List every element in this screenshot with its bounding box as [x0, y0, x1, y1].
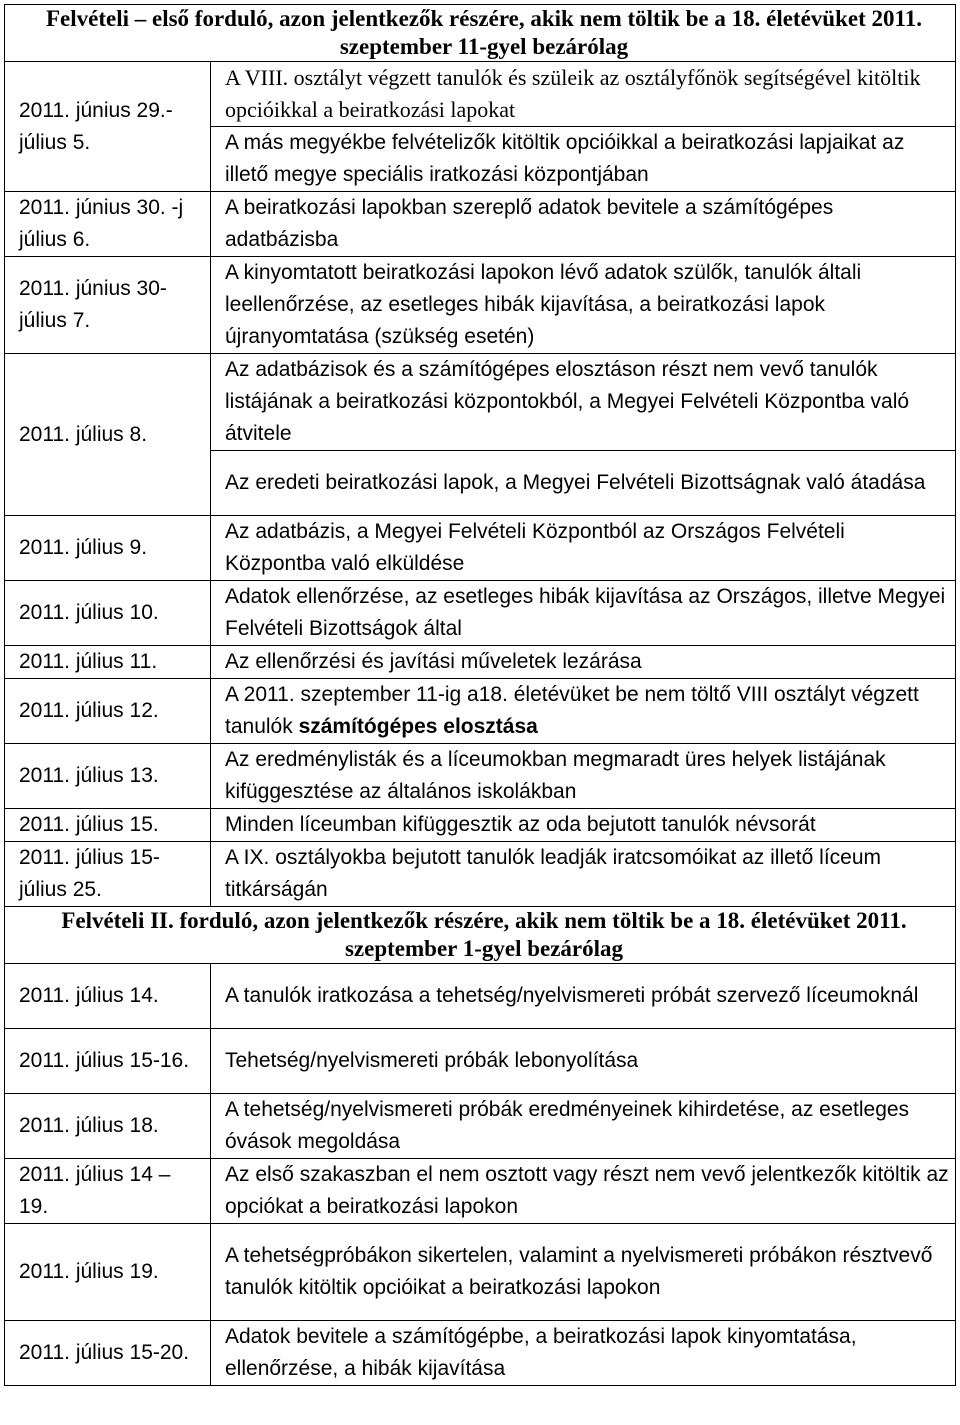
task-cell: A VIII. osztályt végzett tanulók és szüleik az osztályfőnök segítségével kitöltik opcióikkal a beiratkozási lapokat: [211, 62, 956, 127]
date-cell: 2011. június 30-július 7.: [5, 257, 211, 354]
date-cell: 2011. július 9.: [5, 516, 211, 581]
task-cell: Adatok bevitele a számítógépbe, a beiratkozási lapok kinyomtatása, ellenőrzése, a hibák kijavítása: [211, 1321, 956, 1386]
section1-header-row: [5, 5, 956, 62]
date-cell: 2011. július 15-16.: [5, 1029, 211, 1094]
date-cell: 2011. július 18.: [5, 1094, 211, 1159]
table-row: [5, 842, 956, 907]
table-row: [5, 1224, 956, 1321]
date-cell: 2011. július 15.: [5, 809, 211, 842]
date-cell: 2011. július 11.: [5, 646, 211, 679]
task-cell: Az eredménylisták és a líceumokban megmaradt üres helyek listájának kifüggesztése az általános iskolákban: [211, 744, 956, 809]
task-cell: A tehetség/nyelvismereti próbák eredményeinek kihirdetése, az esetleges óvások megoldása: [211, 1094, 956, 1159]
date-cell: 2011. július 10.: [5, 581, 211, 646]
task-cell: A beiratkozási lapokban szereplő adatok bevitele a számítógépes adatbázisba: [211, 192, 956, 257]
table-row: [5, 1159, 956, 1224]
date-cell: 2011. július 19.: [5, 1224, 211, 1321]
task-emphasis: számítógépes elosztása: [298, 715, 538, 738]
date-cell: 2011. július 15-július 25.: [5, 842, 211, 907]
date-cell: 2011. július 14.: [5, 964, 211, 1029]
table-row: [5, 516, 956, 581]
date-cell: 2011. július 8.: [5, 354, 211, 516]
section2-header: Felvételi II. forduló, azon jelentkezők részére, akik nem töltik be a 18. életévüket 2011. szeptember 1-gyel bezárólag: [5, 907, 956, 964]
table-row: [5, 1094, 956, 1159]
admission-schedule-table: [4, 4, 956, 1386]
table-row: [5, 257, 956, 354]
table-row: [5, 62, 956, 127]
table-row: [5, 964, 956, 1029]
task-cell: Az első szakaszban el nem osztott vagy részt nem vevő jelentkezők kitöltik az opciókat a beiratkozási lapokon: [211, 1159, 956, 1224]
table-row: [5, 646, 956, 679]
date-cell: 2011. június 30. -j július 6.: [5, 192, 211, 257]
task-cell: A tanulók iratkozása a tehetség/nyelvismereti próbát szervező líceumoknál: [211, 964, 956, 1029]
task-cell: Az ellenőrzési és javítási műveletek lezárása: [211, 646, 956, 679]
table-row: [5, 1321, 956, 1386]
table-row: [5, 1029, 956, 1094]
table-row: [5, 679, 956, 744]
date-cell: 2011. július 15-20.: [5, 1321, 211, 1386]
task-cell: Az eredeti beiratkozási lapok, a Megyei Felvételi Bizottságnak való átadása: [211, 451, 956, 516]
task-cell: Minden líceumban kifüggesztik az oda bejutott tanulók névsorát: [211, 809, 956, 842]
task-cell: Tehetség/nyelvismereti próbák lebonyolítása: [211, 1029, 956, 1094]
task-text: A 2011. szeptember 11-ig a18. életévüket be nem töltő VIII osztályt végzett tanulók: [225, 683, 919, 738]
task-cell: A más megyékbe felvételizők kitöltik opcióikkal a beiratkozási lapjaikat az illető megye speciális iratkozási központjában: [211, 127, 956, 192]
date-cell: 2011. július 12.: [5, 679, 211, 744]
table-row: [5, 744, 956, 809]
table-row: [5, 192, 956, 257]
task-cell: Az adatbázisok és a számítógépes elosztáson részt nem vevő tanulók listájának a beiratkozási központokból, a Megyei Felvételi Központba való átvitele: [211, 354, 956, 451]
table-row: [5, 354, 956, 451]
table-row: [5, 581, 956, 646]
date-cell: 2011. július 13.: [5, 744, 211, 809]
section1-header: Felvételi – első forduló, azon jelentkezők részére, akik nem töltik be a 18. életévüket 2011. szeptember 11-gyel bezárólag: [5, 5, 956, 62]
task-cell: A IX. osztályokba bejutott tanulók leadják iratcsomóikat az illető líceum titkárságán: [211, 842, 956, 907]
date-cell: 2011. július 14 – 19.: [5, 1159, 211, 1224]
task-cell: A kinyomtatott beiratkozási lapokon lévő adatok szülők, tanulók általi leellenőrzése, az esetleges hibák kijavítása, a beiratkozási lapok újranyomtatása (szükség esetén): [211, 257, 956, 354]
task-cell: Adatok ellenőrzése, az esetleges hibák kijavítása az Országos, illetve Megyei Felvételi Bizottságok által: [211, 581, 956, 646]
date-cell: 2011. június 29.-július 5.: [5, 62, 211, 192]
task-cell: A tehetségpróbákon sikertelen, valamint a nyelvismereti próbákon résztvevő tanulók kitöltik opcióikat a beiratkozási lapokon: [211, 1224, 956, 1321]
section2-header-row: [5, 907, 956, 964]
task-cell: Az adatbázis, a Megyei Felvételi Központból az Országos Felvételi Központba való elküldése: [211, 516, 956, 581]
table-row: [5, 809, 956, 842]
task-cell: [211, 679, 956, 744]
